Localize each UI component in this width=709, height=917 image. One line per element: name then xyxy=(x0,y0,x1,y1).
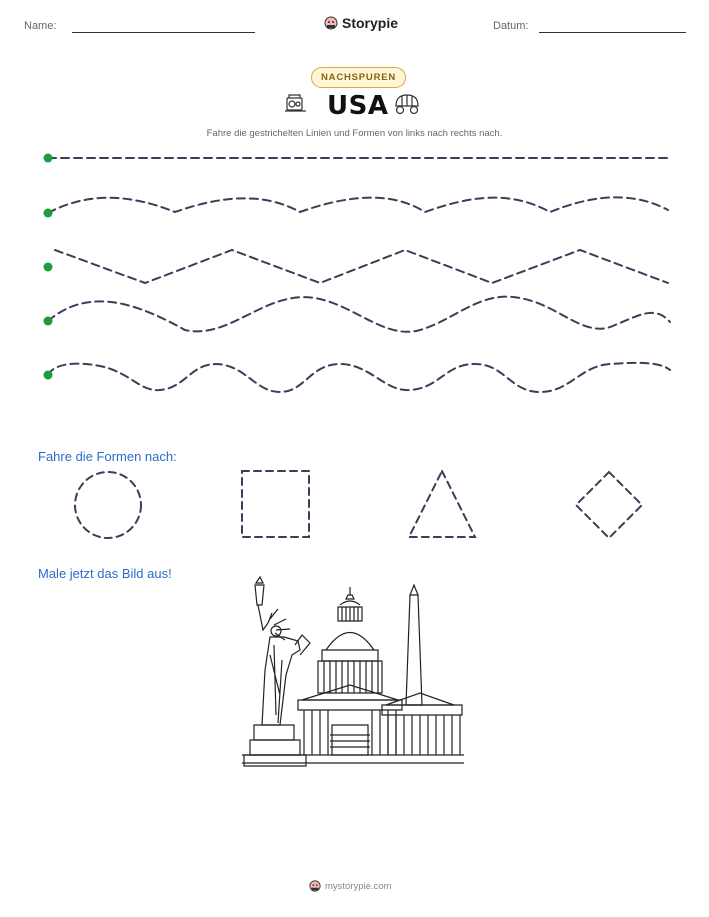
usa-landmarks-illustration xyxy=(240,575,466,768)
coloring-heading: Male jetzt das Bild aus! xyxy=(38,566,172,581)
tracing-lines xyxy=(0,0,709,420)
trace-triangle-shape xyxy=(409,471,475,537)
brand-name: Storypie xyxy=(342,15,399,31)
tracing-shapes xyxy=(0,460,709,550)
name-label: Name: xyxy=(24,20,57,32)
footer xyxy=(309,880,392,892)
trace-circle-shape xyxy=(75,472,141,538)
shapes-heading: Fahre die Formen nach: xyxy=(38,449,177,464)
trace-line-bumps xyxy=(48,363,670,392)
start-dot xyxy=(44,154,53,163)
trace-line-zigzag xyxy=(55,250,668,283)
trace-diamond-shape xyxy=(576,472,642,538)
storypie-logo-icon xyxy=(309,880,321,892)
footer-url[interactable]: mystorypie.com xyxy=(325,880,392,892)
start-dot xyxy=(44,263,53,272)
start-dot xyxy=(44,209,53,218)
trace-line-gentle-wave xyxy=(48,197,668,213)
start-dot xyxy=(44,317,53,326)
worksheet-badge: NACHSPUREN xyxy=(311,67,406,88)
trace-line-wave xyxy=(48,297,670,332)
page-title: USA xyxy=(327,91,389,121)
date-label: Datum: xyxy=(493,20,529,32)
start-dot xyxy=(44,371,53,380)
trace-square-shape xyxy=(242,471,309,537)
instructions: Fahre die gestrichelten Linien und Formen von links nach rechts nach. xyxy=(206,128,503,139)
